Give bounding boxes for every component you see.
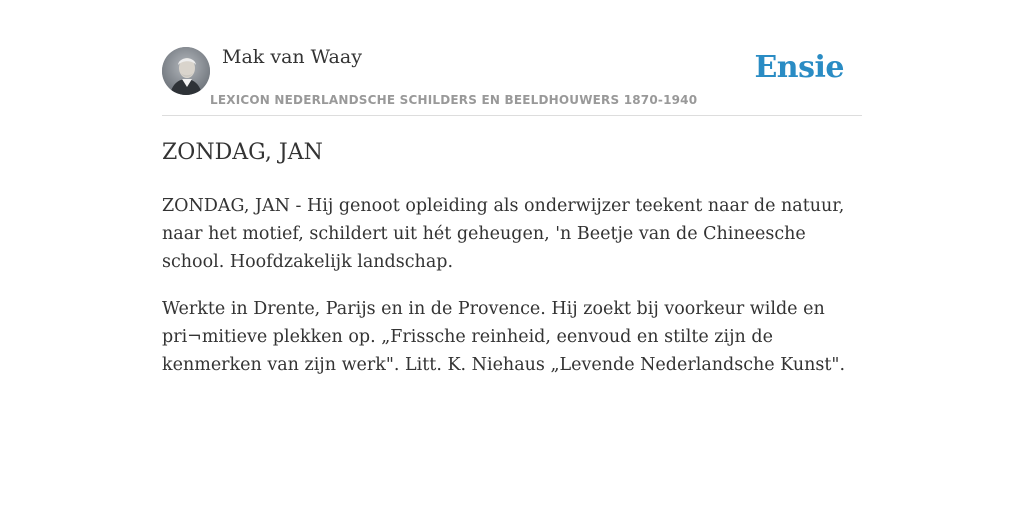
ensie-logo[interactable]: Ensie xyxy=(754,50,844,85)
article-paragraph: Werkte in Drente, Parijs en in de Provence. Hij zoekt bij voorkeur wilde en pri¬mitieve plekken op. „Frissche reinheid, eenvoud en stilte zijn de kenmerken van zijn werk". Litt. K. Niehaus „Levende Nederlandsche Kunst". xyxy=(162,299,846,375)
header xyxy=(162,46,862,116)
article-paragraph: ZONDAG, JAN - Hij genoot opleiding als onderwijzer teekent naar de natuur, naar het motief, schildert uit hét geheugen, 'n Beetje van de Chineesche school. Hoofdzakelijk landschap. xyxy=(162,196,845,272)
article-body xyxy=(162,192,862,398)
article-title: ZONDAG, JAN xyxy=(162,140,323,165)
author-name[interactable]: Mak van Waay xyxy=(222,46,362,68)
portrait-icon xyxy=(162,47,210,95)
collection-name[interactable]: LEXICON NEDERLANDSCHE SCHILDERS EN BEELDHOUWERS 1870-1940 xyxy=(210,93,698,107)
author-avatar[interactable] xyxy=(162,47,210,95)
